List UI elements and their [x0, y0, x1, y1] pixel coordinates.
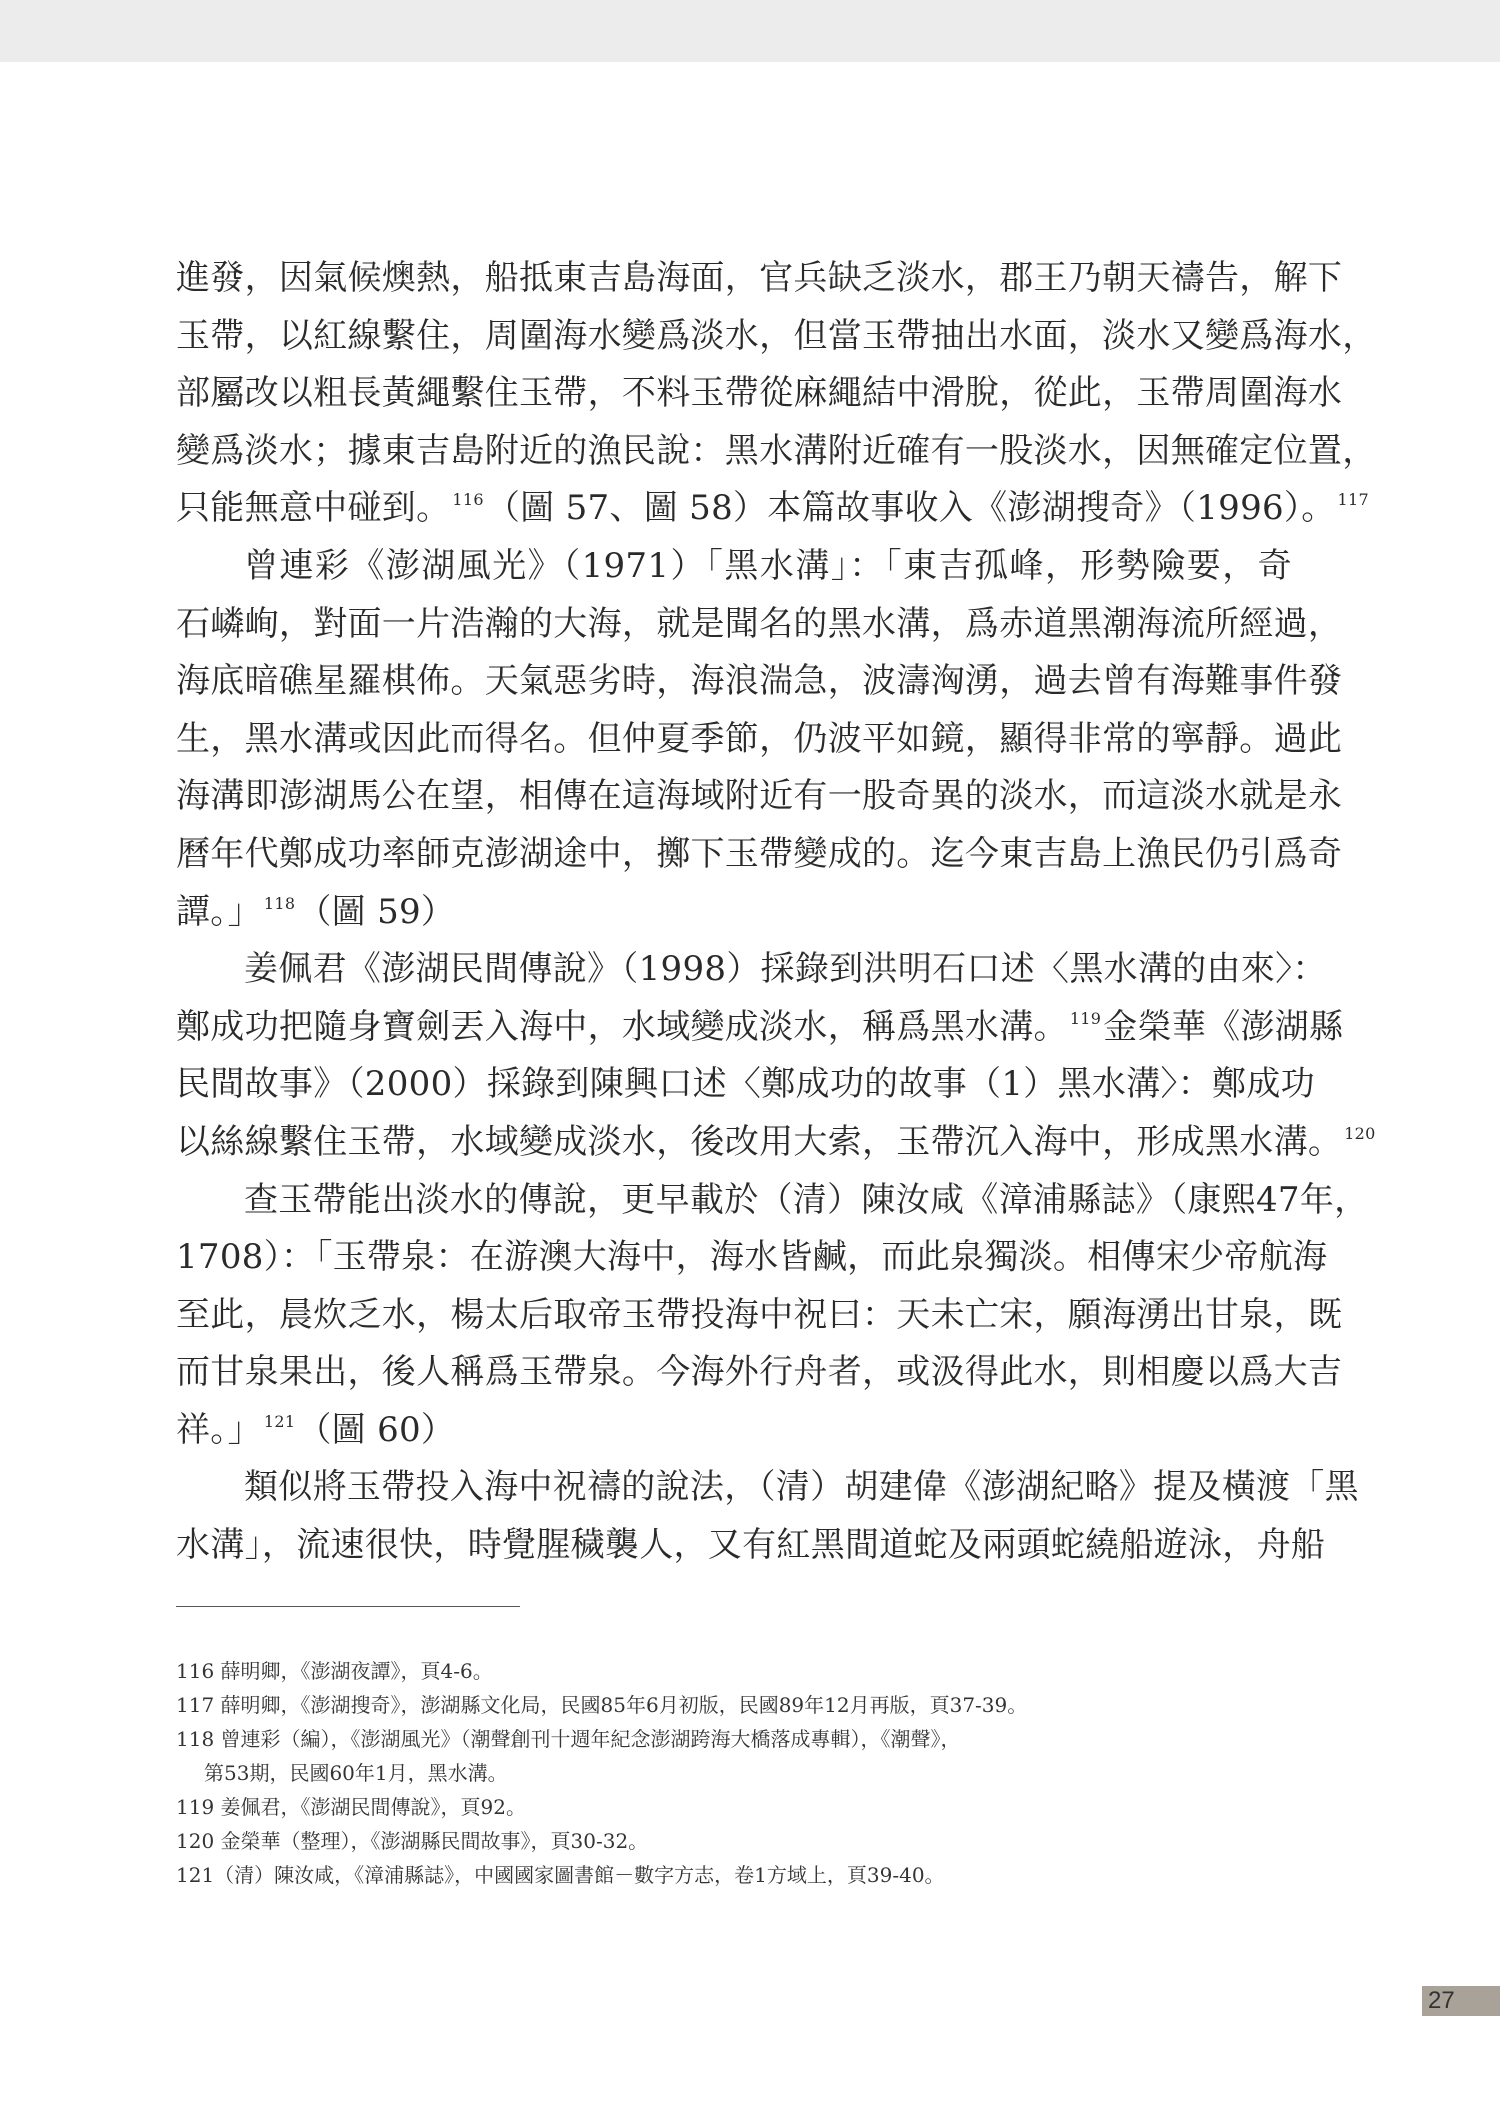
text-line: 1708）：「玉帶泉：在游澳大海中，海水皆鹹，而此泉獨淡。相傳宋少帝航海 — [176, 1237, 1328, 1278]
footnote-118: 118 曾連彩（編），《澎湖風光》（潮聲創刊十週年紀念澎湖跨海大橋落成專輯），《潮聲》， — [176, 1727, 961, 1751]
text-line: 祥。」 $^{121}$（圖 60） — [176, 1409, 456, 1450]
text-line: 部屬改以粗長黃繩繫住玉帶，不料玉帶從麻繩結中滑脫，從此，玉帶周圍海水 — [176, 373, 1343, 414]
text-line: 只能無意中碰到。 $^{116}$（圖 57、圖 58）本篇故事收入《澎湖搜奇》（1996）。 $^{117}$ — [176, 488, 1369, 529]
footnote-ref[interactable]: 120 — [1344, 1123, 1376, 1143]
text-line: 海底暗礁星羅棋佈。天氣惡劣時，海浪湍急，波濤洶湧，過去曾有海難事件發 — [176, 661, 1343, 702]
text-line: 曾連彩《澎湖風光》（1971）「黑水溝」：「東吉孤峰，形勢險要，奇 — [244, 545, 1292, 586]
footnote-ref[interactable]: 116 — [452, 490, 484, 510]
footnote-117: 117 薛明卿，《澎湖搜奇》，澎湖縣文化局，民國85年6月初版，民國89年12月再版，頁37-39。 — [176, 1693, 1028, 1717]
footnote-120: 120 金榮華（整理），《澎湖縣民間故事》，頁30-32。 — [176, 1829, 649, 1853]
text-line: 至此，晨炊乏水，楊太后取帝玉帶投海中祝曰：天未亡宋，願海湧出甘泉，既 — [176, 1294, 1343, 1335]
footnote-118-continued: 第53期，民國60年1月，黑水溝。 — [204, 1761, 508, 1785]
paragraph — [176, 1172, 1369, 1460]
footnote-ref[interactable]: 117 — [1337, 490, 1369, 510]
text-line: 生，黑水溝或因此而得名。但仲夏季節，仍波平如鏡，顯得非常的寧靜。過此 — [176, 718, 1343, 759]
paragraph — [176, 250, 1377, 538]
paragraph — [176, 941, 1376, 1171]
footnote-121: 121（清）陳汝咸，《漳浦縣誌》，中國國家圖書館－數字方志，卷1方域上，頁39-40。 — [176, 1863, 945, 1887]
text-line: 查玉帶能出淡水的傳說，更早載於（清）陳汝咸《漳浦縣誌》（康熙47年， — [244, 1179, 1369, 1220]
text-line: 類似將玉帶投入海中祝禱的說法，（清）胡建偉《澎湖紀略》提及橫渡「黑 — [244, 1467, 1359, 1508]
footnote-divider — [176, 1606, 520, 1607]
text-line: 進發，因氣候燠熱，船抵東吉島海面，官兵缺乏淡水，郡王乃朝天禱告，解下 — [176, 258, 1343, 298]
text-line: 以絲線繫住玉帶，水域變成淡水，後改用大索，玉帶沉入海中，形成黑水溝。 $^{120}$ — [176, 1121, 1376, 1162]
footnote-119: 119 姜佩君，《澎湖民間傳說》，頁92。 — [176, 1795, 526, 1819]
text-line: 鄭成功把隨身寶劍丟入海中，水域變成淡水，稱爲黑水溝。 $^{119}$金榮華《澎湖縣 — [176, 1006, 1344, 1047]
text-line: 水溝」，流速很快，時覺腥穢襲人，又有紅黑間道蛇及兩頭蛇繞船遊泳，舟船 — [176, 1525, 1326, 1566]
body-text — [176, 250, 1377, 1575]
text-line: 石嶙峋，對面一片浩瀚的大海，就是聞名的黑水溝，爲赤道黑潮海流所經過， — [176, 603, 1343, 644]
text-line: 曆年代鄭成功率師克澎湖途中，擲下玉帶變成的。迄今東吉島上漁民仍引爲奇 — [176, 833, 1343, 874]
paragraph — [176, 1459, 1359, 1574]
footnote-ref[interactable]: 119 — [1069, 1008, 1102, 1028]
footnote-116: 116 薛明卿，《澎湖夜譚》，頁4-6。 — [176, 1659, 493, 1683]
text-line: 譚。」 $^{118}$（圖 59） — [176, 891, 456, 932]
text-line: 民間故事》（2000）採錄到陳興口述〈鄭成功的故事（1）黑水溝〉：鄭成功 — [176, 1064, 1315, 1105]
footnote-ref[interactable]: 118 — [263, 893, 296, 913]
text-line: 海溝即澎湖馬公在望，相傳在這海域附近有一股奇異的淡水，而這淡水就是永 — [176, 776, 1343, 817]
footnote-ref[interactable]: 121 — [263, 1411, 296, 1431]
text-line: 變爲淡水；據東吉島附近的漁民說：黑水溝附近確有一股淡水，因無確定位置， — [176, 430, 1377, 471]
text-line: 姜佩君《澎湖民間傳說》（1998）採錄到洪明石口述〈黑水溝的由來〉： — [244, 949, 1327, 990]
footnotes — [176, 1654, 1296, 1892]
scan-top-band — [0, 0, 1500, 62]
page-number: 27 — [1428, 1987, 1455, 2014]
paragraph — [176, 538, 1343, 941]
text-line: 而甘泉果出，後人稱爲玉帶泉。今海外行舟者，或汲得此水，則相慶以爲大吉 — [176, 1352, 1343, 1393]
text-line: 玉帶，以紅線繫住，周圍海水變爲淡水，但當玉帶抽出水面，淡水又變爲海水， — [176, 315, 1377, 356]
